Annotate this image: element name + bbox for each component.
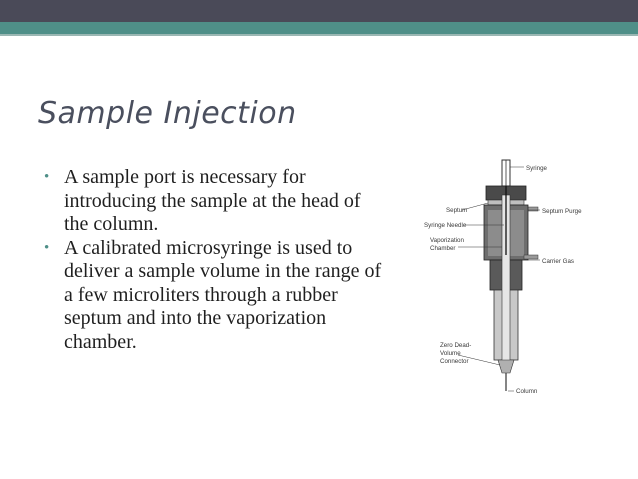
bullet-item (44, 166, 384, 237)
bullet-list (44, 166, 384, 354)
label-syringe: Syringe (526, 165, 547, 172)
bullet-icon: • (44, 239, 50, 256)
label-zero-line1: Zero Dead- (440, 342, 472, 349)
carrier-gas-inlet (524, 255, 538, 259)
label-syringe-needle: Syringe Needle (424, 222, 467, 229)
bullet-item (44, 237, 384, 355)
label-septum-purge: Septum Purge (542, 208, 582, 215)
bullet-icon: • (44, 169, 50, 185)
label-carrier-gas: Carrier Gas (542, 258, 574, 265)
label-vaporization-line2: Chamber (430, 245, 456, 252)
header-band-thin (0, 34, 638, 36)
label-zero-line2: Volume (440, 350, 461, 357)
label-septum: Septum (446, 207, 468, 214)
header-band-accent (0, 22, 638, 34)
label-column: Column (516, 388, 538, 395)
label-vaporization-line1: Vaporization (430, 237, 464, 244)
slide-title: Sample Injection (38, 96, 297, 131)
zero-dead-volume-connector (498, 360, 514, 373)
bullet-text: A calibrated microsyringe is used to deliver a sample volume in the range of a few microliters through a rubber septum and into the vaporization chamber. (64, 236, 382, 353)
label-zero-line3: Connector (440, 358, 469, 365)
injection-port-diagram (418, 155, 588, 400)
bullet-text: A sample port is necessary for introducing the sample at the head of the column. (64, 166, 361, 235)
header-band-dark (0, 0, 638, 22)
